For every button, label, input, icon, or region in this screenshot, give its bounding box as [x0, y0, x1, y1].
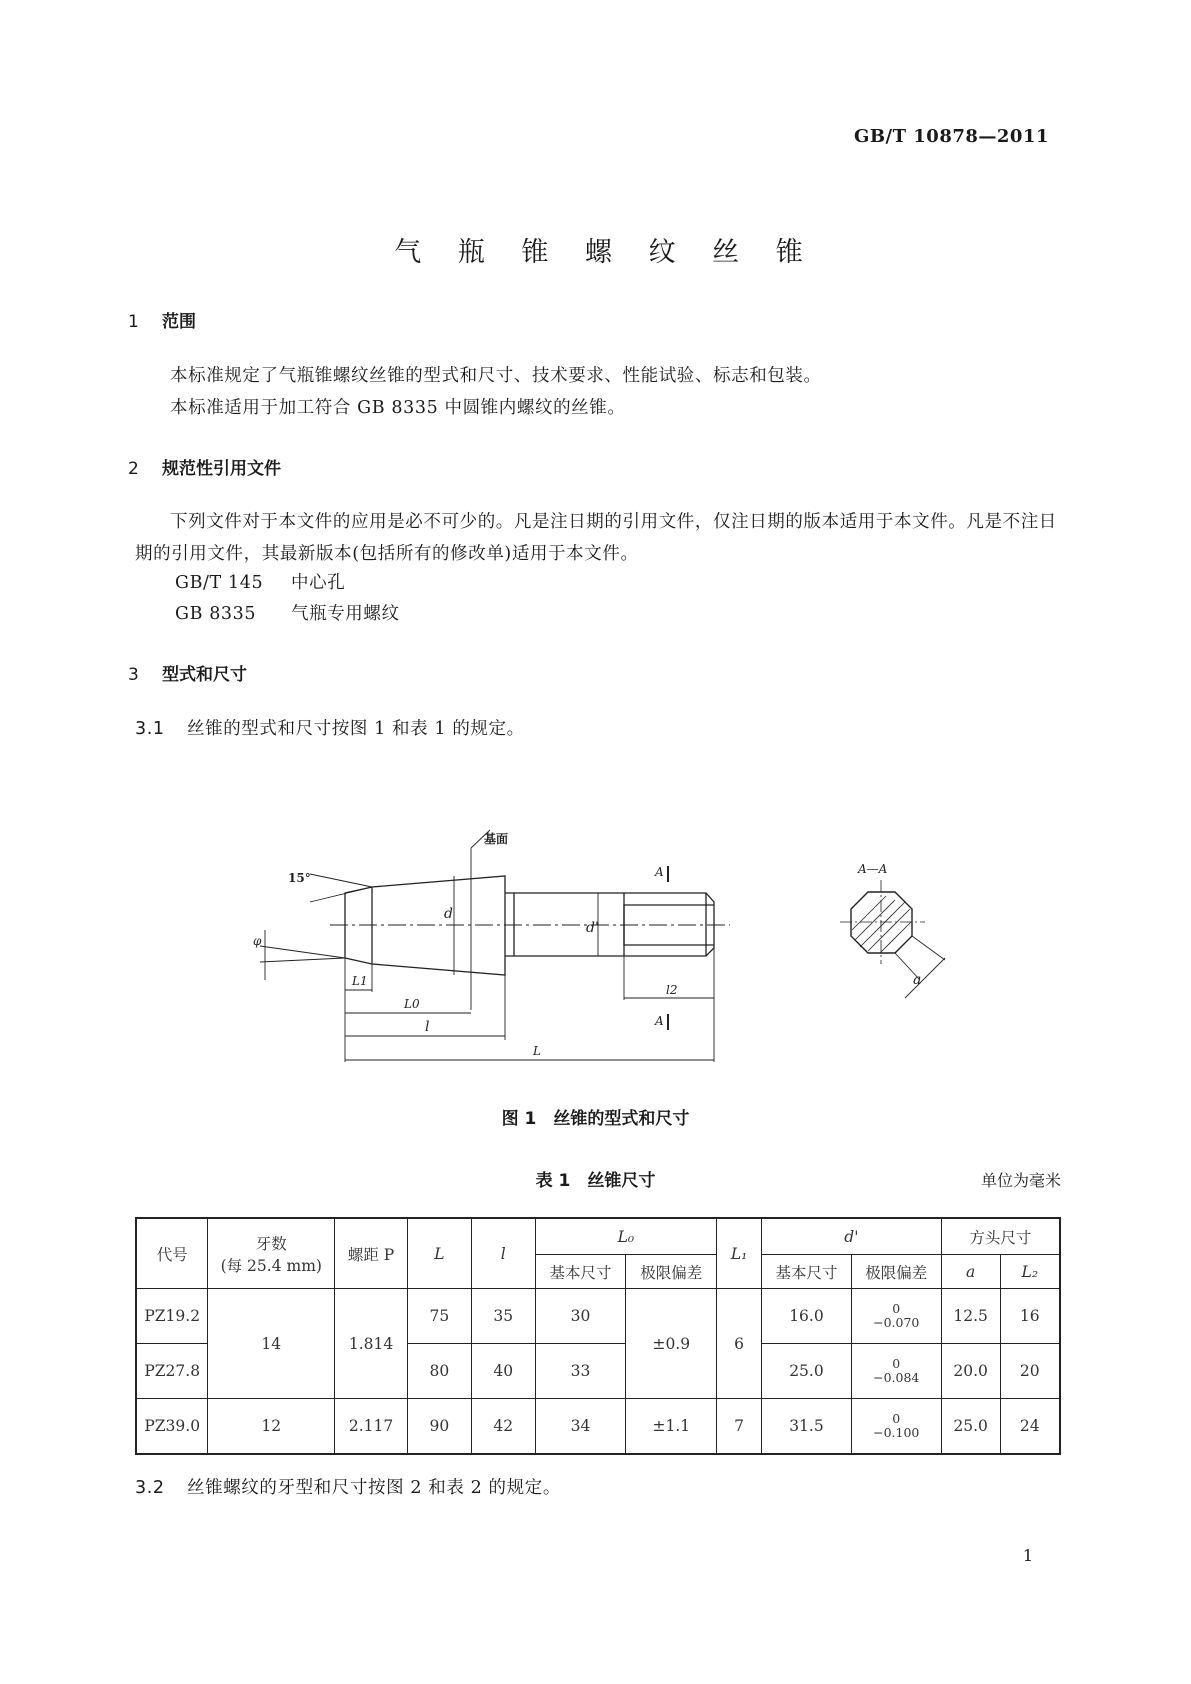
header-L0: L₀	[535, 1218, 717, 1255]
header-square: 方头尺寸	[941, 1218, 1060, 1255]
cell-L0: 33	[535, 1344, 626, 1399]
cell-pitch: 1.814	[335, 1289, 408, 1399]
table-row	[136, 1289, 1060, 1344]
tol-lower: −0.084	[873, 1369, 920, 1385]
label-d-prime: d'	[586, 920, 599, 936]
tol-upper: 0	[892, 1410, 901, 1426]
cell-d-tolerance	[851, 1344, 941, 1399]
cell-L1: 6	[717, 1289, 762, 1399]
cell-L2: 16	[1000, 1289, 1060, 1344]
header-d-tolerance: 极限偏差	[851, 1255, 941, 1289]
section-title: 型式和尺寸	[162, 665, 247, 685]
clause-number: 3.2	[135, 1478, 165, 1498]
cell-a: 20.0	[941, 1344, 1000, 1399]
label-section-a-top: A	[655, 865, 664, 879]
header-L1: L₁	[717, 1218, 762, 1289]
cell-L0-tolerance: ±0.9	[626, 1289, 717, 1399]
header-L2: L₂	[1000, 1255, 1060, 1289]
header-teeth-label: 牙数	[255, 1234, 287, 1253]
cell-d-basic: 16.0	[762, 1289, 852, 1344]
section-number: 3	[128, 665, 139, 685]
clause-3-2	[135, 1472, 561, 1504]
reference-code: GB/T 145	[175, 573, 264, 593]
paragraph: 下列文件对于本文件的应用是必不可少的。凡是注日期的引用文件，仅注日期的版本适用于本文件。凡是不注日期的引用文件，其最新版本(包括所有的修改单)适用于本文件。	[135, 512, 1057, 564]
tap-shank-outline	[505, 893, 514, 956]
label-l: l	[425, 1019, 430, 1035]
label-angle-15: 15°	[288, 871, 311, 885]
cell-l: 40	[471, 1344, 535, 1399]
cell-code: PZ19.2	[136, 1289, 208, 1344]
cell-pitch: 2.117	[335, 1399, 408, 1455]
reference-name: 中心孔	[291, 573, 346, 593]
label-section-view: A—A	[858, 862, 888, 876]
header-teeth-sub: (每 25.4 mm)	[220, 1256, 322, 1275]
table-unit: 单位为毫米	[980, 1171, 1061, 1190]
header-teeth	[208, 1218, 335, 1289]
table-row	[136, 1399, 1060, 1455]
document-title: 气 瓶 锥 螺 纹 丝 锥	[394, 237, 817, 268]
cell-teeth: 14	[208, 1289, 335, 1399]
cell-code: PZ27.8	[136, 1344, 208, 1399]
section-octagon	[851, 892, 912, 953]
page-number: 1	[1022, 1546, 1033, 1565]
label-a: a	[913, 972, 922, 988]
cell-d-tolerance	[851, 1289, 941, 1344]
standard-number: GB/T 10878—2011	[853, 126, 1049, 147]
label-base-plane: 基面	[484, 832, 509, 846]
paragraph: 本标准规定了气瓶锥螺纹丝锥的型式和尺寸、技术要求、性能试验、标志和包装。	[170, 366, 822, 386]
clause-text: 丝锥螺纹的牙型和尺寸按图 2 和表 2 的规定。	[187, 1478, 561, 1498]
label-section-a-bottom: A	[655, 1014, 664, 1028]
header-code: 代号	[136, 1218, 208, 1289]
section-number: 1	[128, 312, 139, 332]
header-l: l	[471, 1218, 535, 1289]
label-l2: l2	[666, 983, 678, 997]
label-L0: L0	[404, 997, 420, 1011]
cell-a: 25.0	[941, 1399, 1000, 1455]
header-d-prime: d'	[762, 1218, 942, 1255]
cell-L: 75	[407, 1289, 471, 1344]
cell-a: 12.5	[941, 1289, 1000, 1344]
section-title: 范围	[162, 312, 196, 332]
cell-d-basic: 31.5	[762, 1399, 852, 1455]
header-L0-tolerance: 极限偏差	[626, 1255, 717, 1289]
cell-L: 90	[407, 1399, 471, 1455]
tap-cone-outline	[345, 876, 505, 975]
section-title: 规范性引用文件	[162, 459, 281, 479]
cell-L0: 30	[535, 1289, 626, 1344]
cell-code: PZ39.0	[136, 1399, 208, 1455]
tol-upper: 0	[892, 1300, 901, 1316]
cell-L0: 34	[535, 1399, 626, 1455]
cell-l: 42	[471, 1399, 535, 1455]
cell-d-tolerance	[851, 1399, 941, 1455]
reference-name: 气瓶专用螺纹	[291, 604, 400, 624]
header-a: a	[941, 1255, 1000, 1289]
paragraph: 本标准适用于加工符合 GB 8335 中圆锥内螺纹的丝锥。	[170, 398, 626, 418]
section-number: 2	[128, 459, 139, 479]
clause-number: 3.1	[135, 719, 165, 739]
cell-L2: 24	[1000, 1399, 1060, 1455]
tap-dimension-table	[135, 1217, 1061, 1455]
cell-teeth: 12	[208, 1399, 335, 1455]
cell-L0-tolerance: ±1.1	[626, 1399, 717, 1455]
header-L0-basic: 基本尺寸	[535, 1255, 626, 1289]
cell-L: 80	[407, 1344, 471, 1399]
header-L: L	[407, 1218, 471, 1289]
label-L: L	[533, 1044, 541, 1058]
tol-upper: 0	[892, 1355, 901, 1371]
label-L1: L1	[352, 974, 368, 988]
cell-d-basic: 25.0	[762, 1344, 852, 1399]
table-caption: 表 1 丝锥尺寸	[535, 1171, 656, 1191]
figure-caption: 图 1 丝锥的型式和尺寸	[501, 1109, 690, 1129]
cell-L1: 7	[717, 1399, 762, 1455]
header-d-basic: 基本尺寸	[762, 1255, 852, 1289]
clause-text: 丝锥的型式和尺寸按图 1 和表 1 的规定。	[187, 719, 525, 739]
tol-lower: −0.070	[873, 1314, 920, 1330]
reference-code: GB 8335	[175, 604, 257, 624]
tol-lower: −0.100	[873, 1424, 920, 1440]
label-phi: φ	[253, 934, 262, 948]
cell-L2: 20	[1000, 1344, 1060, 1399]
header-pitch: 螺距 P	[335, 1218, 408, 1289]
cell-l: 35	[471, 1289, 535, 1344]
label-d: d	[444, 906, 453, 922]
